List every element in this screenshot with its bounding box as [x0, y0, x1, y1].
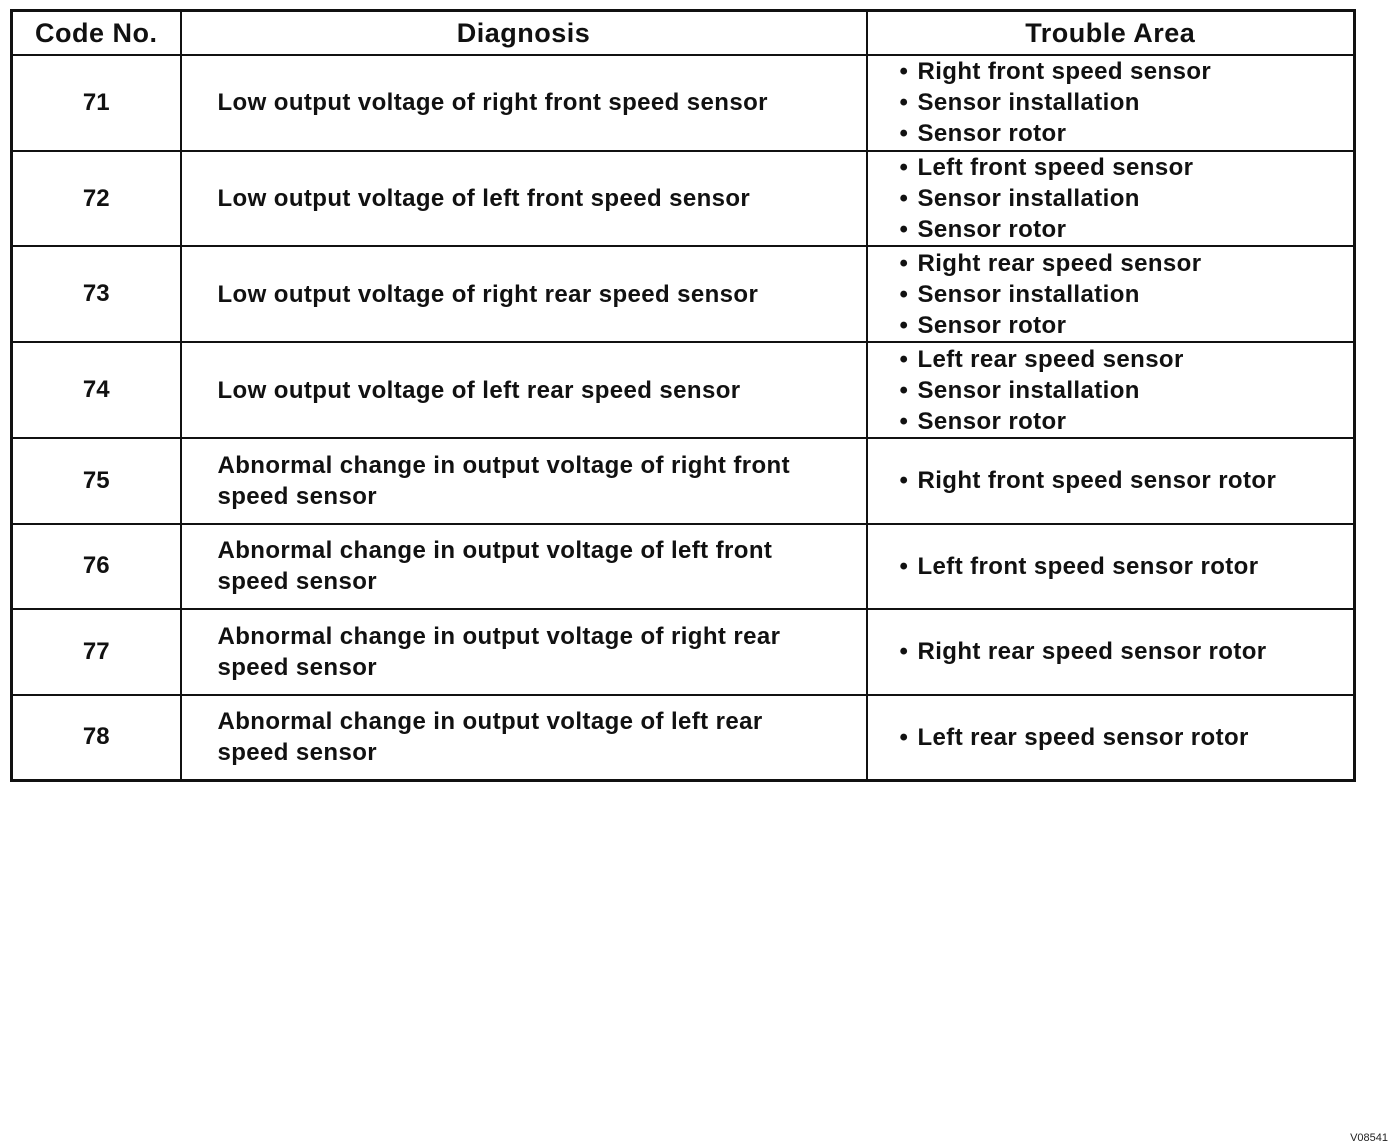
table-row	[12, 695, 1355, 781]
trouble-area-cell	[867, 342, 1355, 438]
trouble-area-item: • Sensor rotor	[900, 310, 1354, 341]
code-cell: 75	[12, 438, 181, 524]
trouble-area-list	[900, 248, 1354, 341]
table-header-row	[12, 11, 1355, 56]
trouble-area-item: • Sensor installation	[900, 183, 1354, 214]
trouble-area-list	[900, 56, 1354, 149]
trouble-area-item: • Sensor rotor	[900, 118, 1354, 149]
code-cell: 74	[12, 342, 181, 438]
trouble-area-item: • Right front speed sensor	[900, 56, 1354, 87]
trouble-area-item: • Left front speed sensor rotor	[900, 551, 1354, 582]
diagnosis-cell: Abnormal change in output voltage of left rear speed sensor	[181, 695, 867, 781]
trouble-area-list	[900, 465, 1354, 496]
diagnosis-cell: Low output voltage of right front speed sensor	[181, 55, 867, 151]
table-row	[12, 55, 1355, 151]
trouble-area-list	[900, 636, 1354, 667]
diagnosis-cell: Abnormal change in output voltage of left front speed sensor	[181, 524, 867, 610]
trouble-area-item: • Right front speed sensor rotor	[900, 465, 1354, 496]
table-row	[12, 609, 1355, 695]
trouble-area-cell	[867, 524, 1355, 610]
header-trouble-area: Trouble Area	[867, 11, 1355, 56]
code-cell: 72	[12, 151, 181, 247]
trouble-area-cell	[867, 246, 1355, 342]
trouble-area-list	[900, 152, 1354, 245]
diagnosis-cell: Abnormal change in output voltage of right front speed sensor	[181, 438, 867, 524]
table-row	[12, 438, 1355, 524]
trouble-area-item: • Sensor rotor	[900, 406, 1354, 437]
code-cell: 71	[12, 55, 181, 151]
code-cell: 73	[12, 246, 181, 342]
trouble-area-list	[900, 722, 1354, 753]
code-cell: 76	[12, 524, 181, 610]
header-diagnosis: Diagnosis	[181, 11, 867, 56]
trouble-area-item: • Left rear speed sensor	[900, 344, 1354, 375]
trouble-area-cell	[867, 55, 1355, 151]
code-cell: 77	[12, 609, 181, 695]
figure-id-label: V08541	[1350, 1132, 1388, 1144]
diagnostic-code-table	[10, 9, 1356, 782]
trouble-area-list	[900, 344, 1354, 437]
diagnosis-cell: Low output voltage of right rear speed sensor	[181, 246, 867, 342]
trouble-area-item: • Sensor rotor	[900, 214, 1354, 245]
diagnosis-cell: Low output voltage of left front speed sensor	[181, 151, 867, 247]
diagnosis-cell: Low output voltage of left rear speed sensor	[181, 342, 867, 438]
trouble-area-item: • Left rear speed sensor rotor	[900, 722, 1354, 753]
code-cell: 78	[12, 695, 181, 781]
table-row	[12, 342, 1355, 438]
trouble-area-cell	[867, 151, 1355, 247]
trouble-area-item: • Left front speed sensor	[900, 152, 1354, 183]
trouble-area-list	[900, 551, 1354, 582]
trouble-area-cell	[867, 609, 1355, 695]
trouble-area-item: • Sensor installation	[900, 375, 1354, 406]
trouble-area-item: • Right rear speed sensor	[900, 248, 1354, 279]
trouble-area-item: • Sensor installation	[900, 87, 1354, 118]
trouble-area-item: • Sensor installation	[900, 279, 1354, 310]
trouble-area-cell	[867, 695, 1355, 781]
trouble-area-item: • Right rear speed sensor rotor	[900, 636, 1354, 667]
trouble-area-cell	[867, 438, 1355, 524]
diagnosis-cell: Abnormal change in output voltage of right rear speed sensor	[181, 609, 867, 695]
table-row	[12, 151, 1355, 247]
table-row	[12, 246, 1355, 342]
table-row	[12, 524, 1355, 610]
header-code-no: Code No.	[12, 11, 181, 56]
